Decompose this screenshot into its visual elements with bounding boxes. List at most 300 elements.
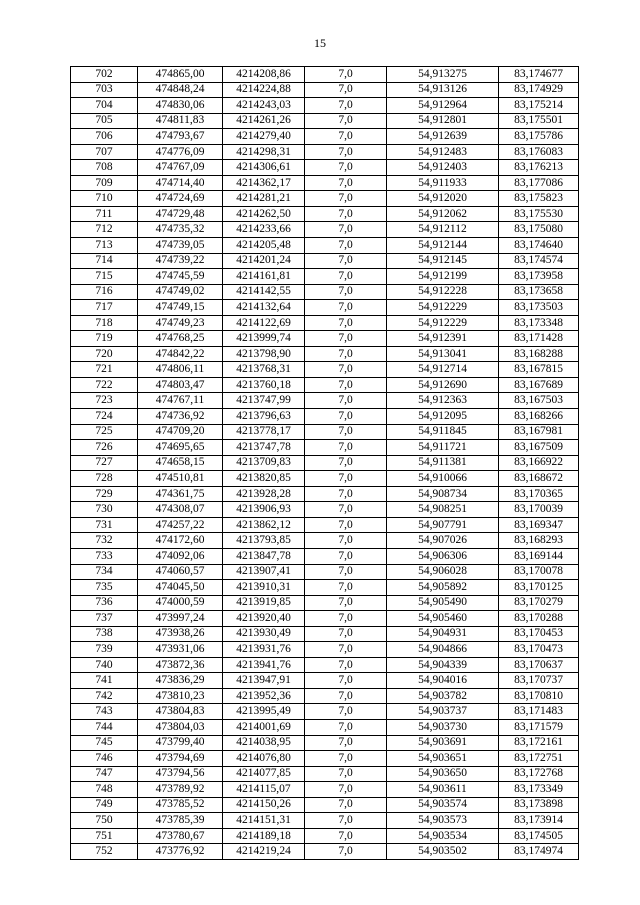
longitude-cell: 83,171579 [499,719,579,735]
y-coordinate-cell: 4214233,66 [223,222,305,238]
point-number-cell: 706 [71,129,138,145]
longitude-cell: 83,174505 [499,828,579,844]
y-coordinate-cell: 4214306,61 [223,160,305,176]
value-cell: 7,0 [305,797,387,813]
x-coordinate-cell: 474060,57 [138,564,223,580]
y-coordinate-cell: 4214208,86 [223,67,305,83]
longitude-cell: 83,176213 [499,160,579,176]
x-coordinate-cell: 474658,15 [138,455,223,471]
table-row [71,315,579,331]
latitude-cell: 54,912639 [387,129,499,145]
value-cell: 7,0 [305,626,387,642]
value-cell: 7,0 [305,409,387,425]
table-row [71,595,579,611]
value-cell: 7,0 [305,191,387,207]
point-number-cell: 728 [71,471,138,487]
table-row [71,82,579,98]
latitude-cell: 54,912095 [387,409,499,425]
latitude-cell: 54,908734 [387,486,499,502]
x-coordinate-cell: 474739,22 [138,253,223,269]
point-number-cell: 738 [71,626,138,642]
y-coordinate-cell: 4214279,40 [223,129,305,145]
point-number-cell: 719 [71,331,138,347]
latitude-cell: 54,903691 [387,735,499,751]
latitude-cell: 54,903611 [387,782,499,798]
latitude-cell: 54,912714 [387,362,499,378]
y-coordinate-cell: 4214077,85 [223,766,305,782]
latitude-cell: 54,913275 [387,67,499,83]
table-row [71,657,579,673]
longitude-cell: 83,167509 [499,440,579,456]
y-coordinate-cell: 4214362,17 [223,175,305,191]
longitude-cell: 83,174640 [499,238,579,254]
point-number-cell: 732 [71,533,138,549]
longitude-cell: 83,173958 [499,269,579,285]
y-coordinate-cell: 4214122,69 [223,315,305,331]
value-cell: 7,0 [305,284,387,300]
longitude-cell: 83,170365 [499,486,579,502]
point-number-cell: 725 [71,424,138,440]
x-coordinate-cell: 474848,24 [138,82,223,98]
latitude-cell: 54,910066 [387,471,499,487]
y-coordinate-cell: 4214224,88 [223,82,305,98]
y-coordinate-cell: 4214150,26 [223,797,305,813]
y-coordinate-cell: 4214076,80 [223,751,305,767]
point-number-cell: 705 [71,113,138,129]
y-coordinate-cell: 4213947,91 [223,673,305,689]
y-coordinate-cell: 4213778,17 [223,424,305,440]
value-cell: 7,0 [305,160,387,176]
point-number-cell: 740 [71,657,138,673]
y-coordinate-cell: 4214189,18 [223,828,305,844]
value-cell: 7,0 [305,517,387,533]
longitude-cell: 83,172768 [499,766,579,782]
point-number-cell: 727 [71,455,138,471]
y-coordinate-cell: 4213793,85 [223,533,305,549]
y-coordinate-cell: 4214201,24 [223,253,305,269]
longitude-cell: 83,173658 [499,284,579,300]
latitude-cell: 54,905460 [387,611,499,627]
latitude-cell: 54,912229 [387,300,499,316]
point-number-cell: 730 [71,502,138,518]
value-cell: 7,0 [305,175,387,191]
point-number-cell: 741 [71,673,138,689]
longitude-cell: 83,175823 [499,191,579,207]
value-cell: 7,0 [305,673,387,689]
x-coordinate-cell: 474045,50 [138,580,223,596]
x-coordinate-cell: 474172,60 [138,533,223,549]
x-coordinate-cell: 474803,47 [138,377,223,393]
x-coordinate-cell: 474745,59 [138,269,223,285]
x-coordinate-cell: 474842,22 [138,346,223,362]
value-cell: 7,0 [305,844,387,860]
longitude-cell: 83,169347 [499,517,579,533]
y-coordinate-cell: 4214142,55 [223,284,305,300]
longitude-cell: 83,170039 [499,502,579,518]
latitude-cell: 54,905892 [387,580,499,596]
table-row [71,813,579,829]
value-cell: 7,0 [305,67,387,83]
x-coordinate-cell: 474308,07 [138,502,223,518]
value-cell: 7,0 [305,362,387,378]
latitude-cell: 54,912363 [387,393,499,409]
x-coordinate-cell: 474729,48 [138,206,223,222]
longitude-cell: 83,169144 [499,548,579,564]
value-cell: 7,0 [305,782,387,798]
y-coordinate-cell: 4214115,07 [223,782,305,798]
longitude-cell: 83,177086 [499,175,579,191]
value-cell: 7,0 [305,424,387,440]
latitude-cell: 54,903650 [387,766,499,782]
longitude-cell: 83,167503 [499,393,579,409]
latitude-cell: 54,912964 [387,98,499,114]
table-row [71,844,579,860]
y-coordinate-cell: 4213931,76 [223,642,305,658]
latitude-cell: 54,913041 [387,346,499,362]
table-row [71,331,579,347]
longitude-cell: 83,168266 [499,409,579,425]
point-number-cell: 747 [71,766,138,782]
latitude-cell: 54,912403 [387,160,499,176]
table-row [71,471,579,487]
longitude-cell: 83,170737 [499,673,579,689]
y-coordinate-cell: 4213930,49 [223,626,305,642]
value-cell: 7,0 [305,533,387,549]
x-coordinate-cell: 473794,69 [138,751,223,767]
table-row [71,797,579,813]
value-cell: 7,0 [305,113,387,129]
longitude-cell: 83,168288 [499,346,579,362]
table-row [71,502,579,518]
table-row [71,580,579,596]
point-number-cell: 743 [71,704,138,720]
latitude-cell: 54,912062 [387,206,499,222]
point-number-cell: 750 [71,813,138,829]
longitude-cell: 83,170288 [499,611,579,627]
point-number-cell: 722 [71,377,138,393]
x-coordinate-cell: 473938,26 [138,626,223,642]
table-row [71,129,579,145]
y-coordinate-cell: 4213906,93 [223,502,305,518]
latitude-cell: 54,905490 [387,595,499,611]
latitude-cell: 54,911381 [387,455,499,471]
y-coordinate-cell: 4213995,49 [223,704,305,720]
value-cell: 7,0 [305,719,387,735]
longitude-cell: 83,175786 [499,129,579,145]
x-coordinate-cell: 473780,67 [138,828,223,844]
point-number-cell: 742 [71,688,138,704]
y-coordinate-cell: 4214001,69 [223,719,305,735]
x-coordinate-cell: 474714,40 [138,175,223,191]
latitude-cell: 54,912801 [387,113,499,129]
table-row [71,564,579,580]
y-coordinate-cell: 4213796,63 [223,409,305,425]
page-number: 15 [314,36,326,50]
longitude-cell: 83,170279 [499,595,579,611]
table-body [71,67,579,860]
latitude-cell: 54,912690 [387,377,499,393]
latitude-cell: 54,912112 [387,222,499,238]
longitude-cell: 83,173898 [499,797,579,813]
x-coordinate-cell: 474257,22 [138,517,223,533]
longitude-cell: 83,168293 [499,533,579,549]
x-coordinate-cell: 473776,92 [138,844,223,860]
table-row [71,626,579,642]
point-number-cell: 704 [71,98,138,114]
x-coordinate-cell: 473997,24 [138,611,223,627]
table-row [71,673,579,689]
table-row [71,346,579,362]
x-coordinate-cell: 473810,23 [138,688,223,704]
latitude-cell: 54,912229 [387,315,499,331]
value-cell: 7,0 [305,206,387,222]
point-number-cell: 714 [71,253,138,269]
x-coordinate-cell: 473804,03 [138,719,223,735]
table-row [71,440,579,456]
value-cell: 7,0 [305,253,387,269]
latitude-cell: 54,912144 [387,238,499,254]
y-coordinate-cell: 4213862,12 [223,517,305,533]
latitude-cell: 54,903651 [387,751,499,767]
y-coordinate-cell: 4213919,85 [223,595,305,611]
coordinates-table [70,66,579,860]
point-number-cell: 729 [71,486,138,502]
y-coordinate-cell: 4213760,18 [223,377,305,393]
x-coordinate-cell: 474695,65 [138,440,223,456]
table-row [71,455,579,471]
value-cell: 7,0 [305,393,387,409]
value-cell: 7,0 [305,704,387,720]
x-coordinate-cell: 474767,11 [138,393,223,409]
point-number-cell: 737 [71,611,138,627]
value-cell: 7,0 [305,813,387,829]
value-cell: 7,0 [305,642,387,658]
value-cell: 7,0 [305,331,387,347]
longitude-cell: 83,170473 [499,642,579,658]
latitude-cell: 54,907791 [387,517,499,533]
point-number-cell: 733 [71,548,138,564]
latitude-cell: 54,911933 [387,175,499,191]
longitude-cell: 83,175080 [499,222,579,238]
table-row [71,766,579,782]
latitude-cell: 54,912228 [387,284,499,300]
point-number-cell: 723 [71,393,138,409]
point-number-cell: 735 [71,580,138,596]
longitude-cell: 83,176083 [499,144,579,160]
value-cell: 7,0 [305,269,387,285]
latitude-cell: 54,906028 [387,564,499,580]
x-coordinate-cell: 474776,09 [138,144,223,160]
table-row [71,206,579,222]
latitude-cell: 54,903737 [387,704,499,720]
table-row [71,222,579,238]
value-cell: 7,0 [305,238,387,254]
longitude-cell: 83,170078 [499,564,579,580]
value-cell: 7,0 [305,688,387,704]
y-coordinate-cell: 4214132,64 [223,300,305,316]
x-coordinate-cell: 474811,83 [138,113,223,129]
latitude-cell: 54,903782 [387,688,499,704]
x-coordinate-cell: 473931,06 [138,642,223,658]
table-row [71,269,579,285]
point-number-cell: 716 [71,284,138,300]
value-cell: 7,0 [305,595,387,611]
value-cell: 7,0 [305,377,387,393]
x-coordinate-cell: 474000,59 [138,595,223,611]
latitude-cell: 54,907026 [387,533,499,549]
latitude-cell: 54,908251 [387,502,499,518]
value-cell: 7,0 [305,300,387,316]
y-coordinate-cell: 4214298,31 [223,144,305,160]
x-coordinate-cell: 473799,40 [138,735,223,751]
longitude-cell: 83,174677 [499,67,579,83]
value-cell: 7,0 [305,98,387,114]
point-number-cell: 744 [71,719,138,735]
y-coordinate-cell: 4213999,74 [223,331,305,347]
table-row [71,548,579,564]
point-number-cell: 745 [71,735,138,751]
table-row [71,533,579,549]
x-coordinate-cell: 474735,32 [138,222,223,238]
longitude-cell: 83,167815 [499,362,579,378]
latitude-cell: 54,912020 [387,191,499,207]
table-row [71,751,579,767]
x-coordinate-cell: 474709,20 [138,424,223,440]
table-row [71,719,579,735]
longitude-cell: 83,170810 [499,688,579,704]
point-number-cell: 717 [71,300,138,316]
y-coordinate-cell: 4214205,48 [223,238,305,254]
y-coordinate-cell: 4214261,26 [223,113,305,129]
table-row [71,98,579,114]
longitude-cell: 83,173914 [499,813,579,829]
value-cell: 7,0 [305,82,387,98]
x-coordinate-cell: 474361,75 [138,486,223,502]
point-number-cell: 748 [71,782,138,798]
longitude-cell: 83,173503 [499,300,579,316]
longitude-cell: 83,171428 [499,331,579,347]
table-row [71,828,579,844]
y-coordinate-cell: 4213768,31 [223,362,305,378]
table-row [71,642,579,658]
table-row [71,688,579,704]
y-coordinate-cell: 4214038,95 [223,735,305,751]
value-cell: 7,0 [305,580,387,596]
longitude-cell: 83,173348 [499,315,579,331]
table-row [71,160,579,176]
point-number-cell: 718 [71,315,138,331]
point-number-cell: 712 [71,222,138,238]
point-number-cell: 746 [71,751,138,767]
x-coordinate-cell: 473794,56 [138,766,223,782]
value-cell: 7,0 [305,486,387,502]
value-cell: 7,0 [305,455,387,471]
x-coordinate-cell: 474749,15 [138,300,223,316]
y-coordinate-cell: 4213747,99 [223,393,305,409]
longitude-cell: 83,175501 [499,113,579,129]
latitude-cell: 54,912145 [387,253,499,269]
y-coordinate-cell: 4214243,03 [223,98,305,114]
x-coordinate-cell: 473789,92 [138,782,223,798]
latitude-cell: 54,904339 [387,657,499,673]
value-cell: 7,0 [305,471,387,487]
point-number-cell: 721 [71,362,138,378]
latitude-cell: 54,903502 [387,844,499,860]
longitude-cell: 83,171483 [499,704,579,720]
value-cell: 7,0 [305,735,387,751]
value-cell: 7,0 [305,144,387,160]
value-cell: 7,0 [305,611,387,627]
longitude-cell: 83,170637 [499,657,579,673]
x-coordinate-cell: 474768,25 [138,331,223,347]
y-coordinate-cell: 4213928,28 [223,486,305,502]
y-coordinate-cell: 4213820,85 [223,471,305,487]
table-row [71,362,579,378]
x-coordinate-cell: 474510,81 [138,471,223,487]
latitude-cell: 54,912483 [387,144,499,160]
y-coordinate-cell: 4213952,36 [223,688,305,704]
table-row [71,517,579,533]
table-row [71,67,579,83]
point-number-cell: 736 [71,595,138,611]
point-number-cell: 720 [71,346,138,362]
value-cell: 7,0 [305,548,387,564]
value-cell: 7,0 [305,766,387,782]
longitude-cell: 83,173349 [499,782,579,798]
x-coordinate-cell: 474724,69 [138,191,223,207]
longitude-cell: 83,175530 [499,206,579,222]
longitude-cell: 83,166922 [499,455,579,471]
table-row [71,238,579,254]
table-row [71,253,579,269]
latitude-cell: 54,911845 [387,424,499,440]
x-coordinate-cell: 474736,92 [138,409,223,425]
value-cell: 7,0 [305,315,387,331]
value-cell: 7,0 [305,440,387,456]
value-cell: 7,0 [305,502,387,518]
value-cell: 7,0 [305,346,387,362]
latitude-cell: 54,912391 [387,331,499,347]
point-number-cell: 702 [71,67,138,83]
longitude-cell: 83,170453 [499,626,579,642]
longitude-cell: 83,175214 [499,98,579,114]
y-coordinate-cell: 4213709,83 [223,455,305,471]
longitude-cell: 83,172751 [499,751,579,767]
point-number-cell: 709 [71,175,138,191]
table-row [71,191,579,207]
table-row [71,424,579,440]
latitude-cell: 54,903534 [387,828,499,844]
point-number-cell: 713 [71,238,138,254]
point-number-cell: 724 [71,409,138,425]
point-number-cell: 751 [71,828,138,844]
latitude-cell: 54,911721 [387,440,499,456]
y-coordinate-cell: 4214161,81 [223,269,305,285]
y-coordinate-cell: 4213920,40 [223,611,305,627]
y-coordinate-cell: 4213747,78 [223,440,305,456]
table-row [71,704,579,720]
point-number-cell: 708 [71,160,138,176]
x-coordinate-cell: 474749,02 [138,284,223,300]
x-coordinate-cell: 474739,05 [138,238,223,254]
latitude-cell: 54,913126 [387,82,499,98]
y-coordinate-cell: 4213798,90 [223,346,305,362]
x-coordinate-cell: 474806,11 [138,362,223,378]
table-row [71,175,579,191]
x-coordinate-cell: 473872,36 [138,657,223,673]
latitude-cell: 54,903573 [387,813,499,829]
table-row [71,377,579,393]
